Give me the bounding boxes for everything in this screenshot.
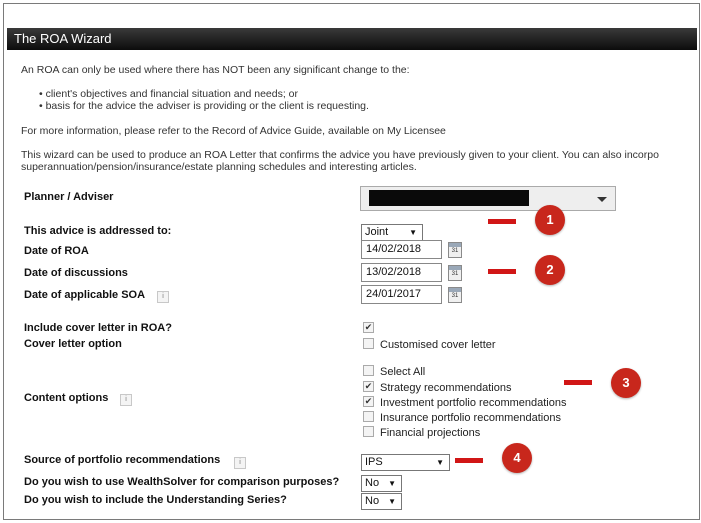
annotation-arrow	[455, 458, 483, 463]
calendar-icon[interactable]: 31	[448, 287, 462, 303]
investment-checkbox[interactable]: ✔	[364, 396, 373, 406]
customised-cover-label: Customised cover letter	[380, 339, 496, 351]
annotation-arrow	[488, 269, 516, 274]
wealthsolver-label: Do you wish to use WealthSolver for comparison purposes?	[24, 476, 340, 488]
annotation-badge: 4	[502, 443, 532, 473]
content-option-label: Select All	[380, 366, 426, 378]
cover-include-checkbox[interactable]: ✔	[364, 322, 373, 332]
date-discussions-input[interactable]: 13/02/2018	[361, 263, 442, 282]
info-icon[interactable]: i	[157, 291, 169, 303]
calendar-icon[interactable]: 31	[448, 265, 462, 281]
annotation-arrow	[564, 380, 592, 385]
addressed-select[interactable]	[361, 224, 423, 241]
info-icon[interactable]: i	[234, 457, 246, 469]
wealthsolver-select[interactable]	[361, 475, 402, 492]
understanding-value: No	[365, 495, 380, 507]
calendar-icon[interactable]: 31	[448, 242, 462, 258]
window-title: The ROA Wizard	[7, 28, 697, 50]
more-info-text: For more information, please refer to the Record of Advice Guide, available on My Licensee	[21, 125, 446, 137]
bullet-text: basis for the advice the adviser is providing or the client is requesting.	[45, 100, 369, 112]
wizard-description: This wizard can be used to produce an ROA Letter that confirms the advice you have previously given to your client. You can also incorpo	[21, 149, 659, 161]
projections-checkbox[interactable]	[363, 426, 374, 437]
chevron-down-icon: ▼	[388, 479, 396, 488]
chevron-down-icon: ▼	[388, 497, 396, 506]
cover-option-label: Cover letter option	[24, 338, 122, 350]
content-option-label: Investment portfolio recommendations	[380, 397, 567, 409]
annotation-badge: 2	[535, 255, 565, 285]
intro-bullet: • basis for the advice the adviser is providing or the client is requesting.	[39, 100, 369, 112]
content-options-label: Content options	[24, 392, 109, 404]
date-soa-input[interactable]: 24/01/2017	[361, 285, 442, 304]
date-roa-input[interactable]: 14/02/2018	[361, 240, 442, 259]
select-all-checkbox[interactable]	[363, 365, 374, 376]
understanding-select[interactable]	[361, 493, 402, 510]
redacted-name	[369, 190, 529, 206]
chevron-down-icon: ▼	[436, 458, 444, 467]
content-option-label: Strategy recommendations	[380, 382, 512, 394]
date-soa-label: Date of applicable SOA	[24, 289, 146, 301]
annotation-arrow	[488, 219, 516, 224]
date-discussions-label: Date of discussions	[24, 267, 128, 279]
wizard-description-cont: superannuation/pension/insurance/estate planning schedules and interesting articles.	[21, 161, 417, 173]
source-label: Source of portfolio recommendations	[24, 454, 221, 466]
planner-select[interactable]	[360, 186, 616, 211]
chevron-down-icon: ▼	[409, 228, 417, 237]
cover-include-label: Include cover letter in ROA?	[24, 322, 172, 334]
source-select[interactable]	[361, 454, 450, 471]
roa-wizard-frame	[3, 3, 700, 520]
intro-bullet: • client's objectives and financial situation and needs; or	[39, 88, 299, 100]
strategy-checkbox[interactable]: ✔	[364, 381, 373, 391]
intro-text: An ROA can only be used where there has NOT been any significant change to the:	[21, 64, 410, 76]
addressed-value: Joint	[365, 226, 389, 238]
understanding-label: Do you wish to include the Understanding Series?	[24, 494, 287, 506]
content-option-label: Insurance portfolio recommendations	[380, 412, 561, 424]
annotation-badge: 3	[611, 368, 641, 398]
planner-label: Planner / Adviser	[24, 191, 114, 203]
date-roa-label: Date of ROA	[24, 245, 89, 257]
wealthsolver-value: No	[365, 477, 380, 489]
customised-cover-checkbox[interactable]	[363, 338, 374, 349]
insurance-checkbox[interactable]	[363, 411, 374, 422]
annotation-badge: 1	[535, 205, 565, 235]
chevron-down-icon	[597, 197, 607, 202]
addressed-label: This advice is addressed to:	[24, 225, 172, 237]
info-icon[interactable]: i	[120, 394, 132, 406]
bullet-text: client's objectives and financial situation and needs; or	[45, 88, 299, 100]
content-option-label: Financial projections	[380, 427, 481, 439]
source-value: IPS	[365, 456, 383, 468]
